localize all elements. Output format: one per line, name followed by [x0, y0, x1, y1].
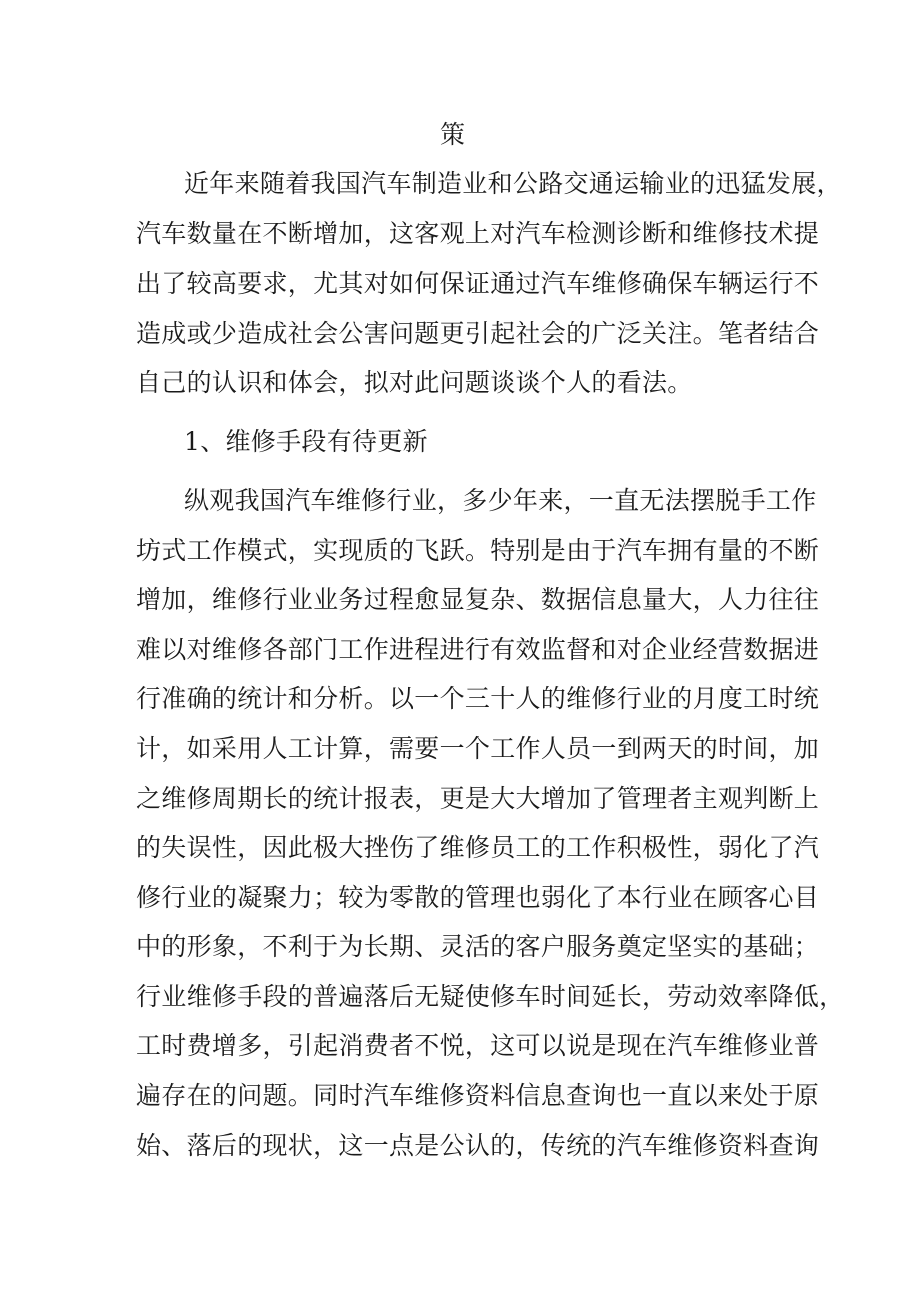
- body-line-3: 增加，维修行业业务过程愈显复杂、数据信息量大，人力往往: [136, 585, 820, 614]
- intro-line-5: 自己的认识和体会，拟对此问题谈谈个人的看法。: [136, 368, 693, 397]
- intro-line-4: 造成或少造成社会公害问题更引起社会的广泛关注。笔者结合: [136, 319, 820, 348]
- body-line-12: 工时费增多，引起消费者不悦，这可以说是现在汽车维修业普: [136, 1031, 820, 1060]
- body-line-8: 的失误性，因此极大挫伤了维修员工的工作积极性，弱化了汽: [136, 833, 820, 862]
- body-line-10: 中的形象，不利于为长期、灵活的客户服务奠定坚实的基础；: [136, 932, 820, 961]
- intro-line-1: 近年来随着我国汽车制造业和公路交通运输业的迅猛发展，: [184, 169, 842, 198]
- body-line-13: 遍存在的问题。同时汽车维修资料信息查询也一直以来处于原: [136, 1081, 820, 1110]
- body-line-14: 始、落后的现状，这一点是公认的，传统的汽车维修资料查询: [136, 1131, 820, 1160]
- body-line-6: 计，如采用人工计算，需要一个工作人员一到两天的时间，加: [136, 734, 820, 763]
- body-line-5: 行准确的统计和分析。以一个三十人的维修行业的月度工时统: [136, 684, 820, 713]
- intro-line-3: 出了较高要求，尤其对如何保证通过汽车维修确保车辆运行不: [136, 269, 820, 298]
- section-heading: 1、维修手段有待更新: [184, 427, 428, 456]
- body-line-2: 坊式工作模式，实现质的飞跃。特别是由于汽车拥有量的不断: [136, 536, 820, 565]
- body-line-11: 行业维修手段的普遍落后无疑使修车时间延长，劳动效率降低，: [136, 982, 845, 1011]
- body-line-4: 难以对维修各部门工作进程进行有效监督和对企业经营数据进: [136, 635, 820, 664]
- intro-line-2: 汽车数量在不断增加，这客观上对汽车检测诊断和维修技术提: [136, 219, 820, 248]
- body-line-9: 修行业的凝聚力；较为零散的管理也弱化了本行业在顾客心目: [136, 883, 820, 912]
- body-line-7: 之维修周期长的统计报表，更是大大增加了管理者主观判断上: [136, 784, 820, 813]
- body-line-1: 纵观我国汽车维修行业，多少年来，一直无法摆脱手工作: [184, 486, 817, 515]
- page-title: 策: [440, 120, 466, 149]
